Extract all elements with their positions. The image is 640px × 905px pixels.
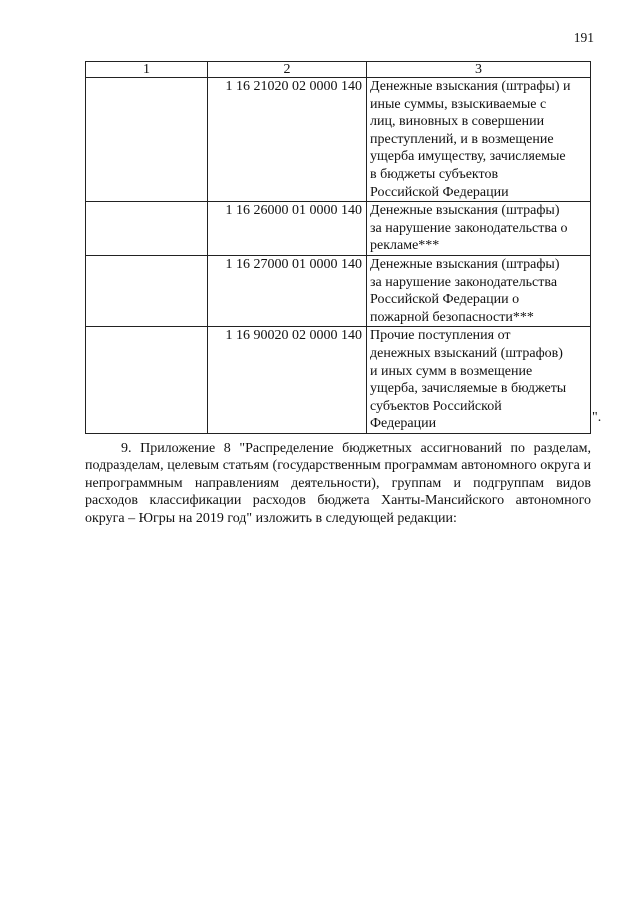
table-header-row [86, 62, 591, 78]
description-line: лиц, виновных в совершении [370, 114, 545, 130]
column-header-3: 3 [367, 62, 591, 78]
revenue-code: 1 16 26000 01 0000 140 [208, 202, 367, 256]
description-line: в бюджеты субъектов [370, 166, 499, 182]
description-line: Денежные взыскания (штрафы) и [370, 79, 571, 94]
table-row [86, 202, 591, 256]
description-line: Прочие поступления от [370, 328, 511, 344]
description-line: ущерба, зачисляемые в бюджеты [370, 381, 567, 397]
description-line: субъектов Российской [370, 398, 502, 414]
revenue-classification-table [85, 61, 591, 434]
revenue-code: 1 16 21020 02 0000 140 [208, 78, 367, 202]
row-empty-cell [86, 78, 208, 202]
description-line: Денежные взыскания (штрафы) [370, 256, 560, 272]
description-line: пожарной безопасности*** [370, 309, 534, 325]
description-line: и иных сумм в возмещение [370, 363, 533, 379]
revenue-description [367, 255, 591, 326]
table-row [86, 327, 591, 434]
revenue-code: 1 16 27000 01 0000 140 [208, 255, 367, 326]
amendment-paragraph: 9. Приложение 8 "Распределение бюджетных ассигнований по разделам, подразделам, целевым статьям (государственным программам автономного округа и непрограммным направлениям деятельности), группам и подгруппам видов расходов классификации расходов бюджета Ханты-Мансийского автономного округа – Югры на 2019 год" изложить в следующей редакции: [85, 441, 591, 526]
description-line: ущерба имуществу, зачисляемые [370, 149, 566, 165]
description-line: за нарушение законодательства о [370, 220, 568, 236]
description-line: Денежные взыскания (штрафы) [370, 203, 560, 219]
revenue-code: 1 16 90020 02 0000 140 [208, 327, 367, 434]
description-line: за нарушение законодательства [370, 274, 558, 290]
row-empty-cell [86, 327, 208, 434]
description-line: денежных взысканий (штрафов) [370, 345, 563, 361]
page-number: 191 [573, 30, 594, 45]
description-line: Российской Федерации о [370, 292, 520, 308]
table-row [86, 78, 591, 202]
closing-quote-mark: ". [592, 410, 602, 425]
description-line: преступлений, и в возмещение [370, 131, 554, 147]
description-line: Российской Федерации [370, 184, 509, 200]
description-line: иные суммы, взыскиваемые с [370, 96, 547, 112]
description-line: рекламе*** [370, 238, 440, 254]
row-empty-cell [86, 255, 208, 326]
column-header-2: 2 [208, 62, 367, 78]
column-header-1: 1 [86, 62, 208, 78]
revenue-description [367, 327, 591, 434]
revenue-description [367, 78, 591, 202]
revenue-description [367, 202, 591, 256]
description-line: Федерации [370, 416, 437, 432]
table-row [86, 255, 591, 326]
row-empty-cell [86, 202, 208, 256]
